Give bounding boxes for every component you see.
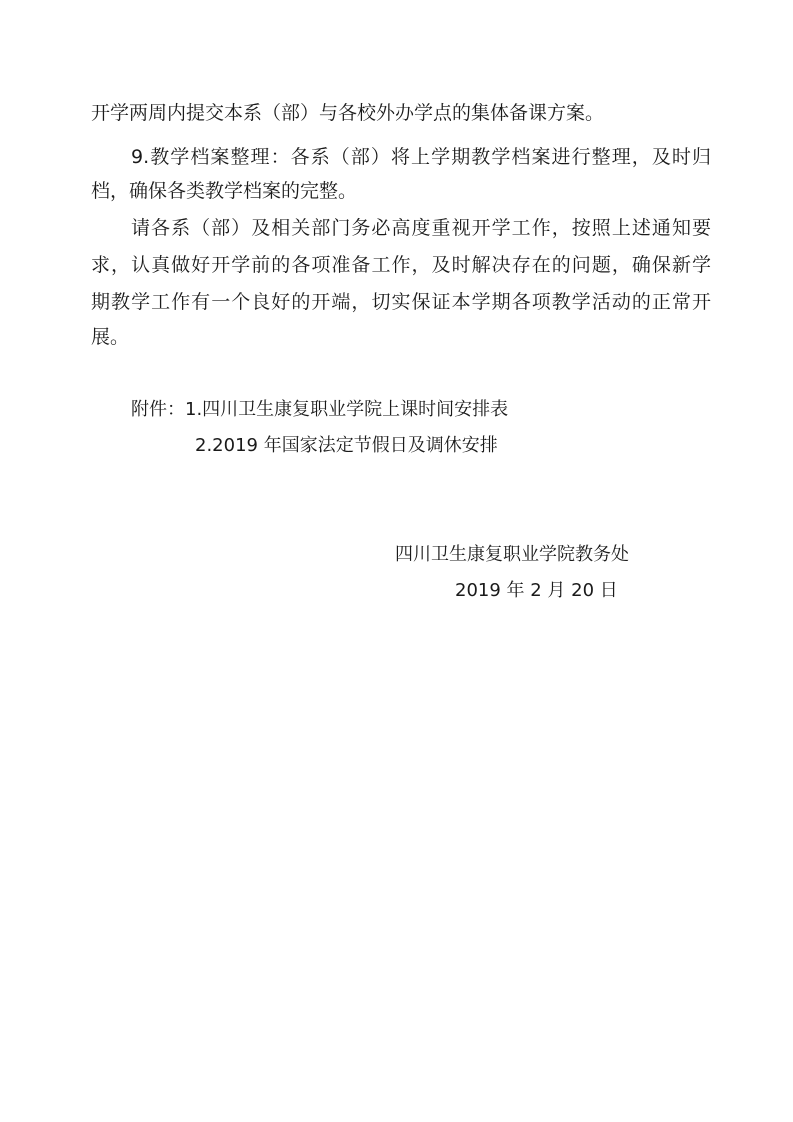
body-line-4: 请各系（部）及相关部门务必高度重视开学工作，按照上述通知要 [131,217,711,239]
body-line-2: 9.教学档案整理：各系（部）将上学期教学档案进行整理，及时归 [131,146,711,168]
body-line-6: 期教学工作有一个良好的开端，切实保证本学期各项教学活动的正常开 [91,291,711,313]
signature-organization: 四川卫生康复职业学院教务处 [395,544,629,565]
body-line-5: 求，认真做好开学前的各项准备工作，及时解决存在的问题，确保新学 [91,254,711,276]
body-line-7: 展。 [91,326,130,348]
body-line-3: 档，确保各类教学档案的完整。 [91,180,358,202]
signature-date: 2019 年 2 月 20 日 [455,580,618,601]
attachment-item-1: 附件：1.四川卫生康复职业学院上课时间安排表 [131,399,509,420]
body-line-1: 开学两周内提交本系（部）与各校外办学点的集体备课方案。 [91,102,605,124]
attachment-item-2: 2.2019 年国家法定节假日及调休安排 [195,435,498,456]
